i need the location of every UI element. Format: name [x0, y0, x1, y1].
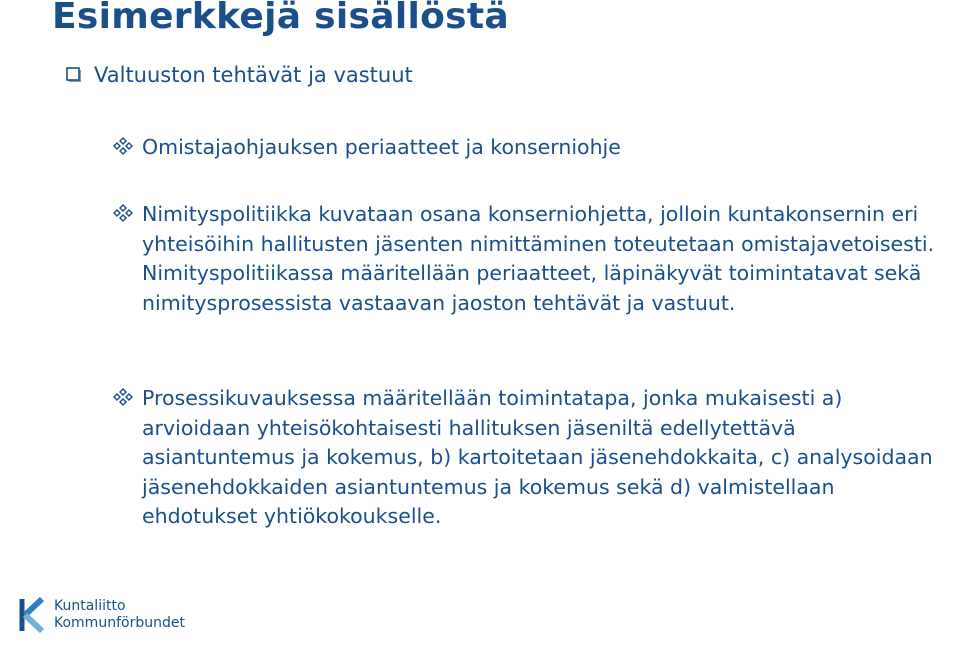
bullet-item	[112, 384, 942, 532]
diamond-bullet-icon	[112, 137, 142, 159]
bullet-text: Prosessikuvauksessa määritellään toimintatapa, jonka mukaisesti a) arvioidaan yhteisökohtaisesti hallituksen jäseniltä edellytettävä asiantuntemus ja kokemus, b) kartoitetaan jäsenehdokkaita, c) analysoidaan jäsenehdokkaiden asiantuntemus ja kokemus sekä d) valmistellaan ehdotukset yhtiökokoukselle.	[142, 386, 933, 528]
kuntaliitto-logo-mark-icon	[18, 595, 48, 635]
logo-text-block	[54, 598, 185, 632]
checkbox-bullet-icon	[66, 67, 82, 83]
diamond-bullet-icon	[112, 204, 142, 226]
logo-line-sv: Kommunförbundet	[54, 615, 185, 631]
section-heading	[66, 63, 413, 87]
section-heading-text: Valtuuston tehtävät ja vastuut	[94, 63, 413, 87]
slide-title: Esimerkkejä sisällöstä	[52, 0, 509, 37]
kuntaliitto-logo	[18, 595, 185, 635]
bullet-item	[112, 200, 942, 318]
bullet-text: Nimityspolitiikka kuvataan osana konserniohjetta, jolloin kuntakonsernin eri yhteisöihin hallitusten jäsenten nimittäminen toteutetaan omistajavetoisesti. Nimityspolitiikassa määritellään periaatteet, läpinäkyvät toimintatavat sekä nimitysprosessista vastaavan jaoston tehtävät ja vastuut.	[142, 202, 935, 315]
logo-line-fi: Kuntaliitto	[54, 598, 126, 614]
bullet-text: Omistajaohjauksen periaatteet ja konserniohje	[142, 135, 621, 159]
bullet-item	[112, 133, 942, 163]
diamond-bullet-icon	[112, 388, 142, 410]
